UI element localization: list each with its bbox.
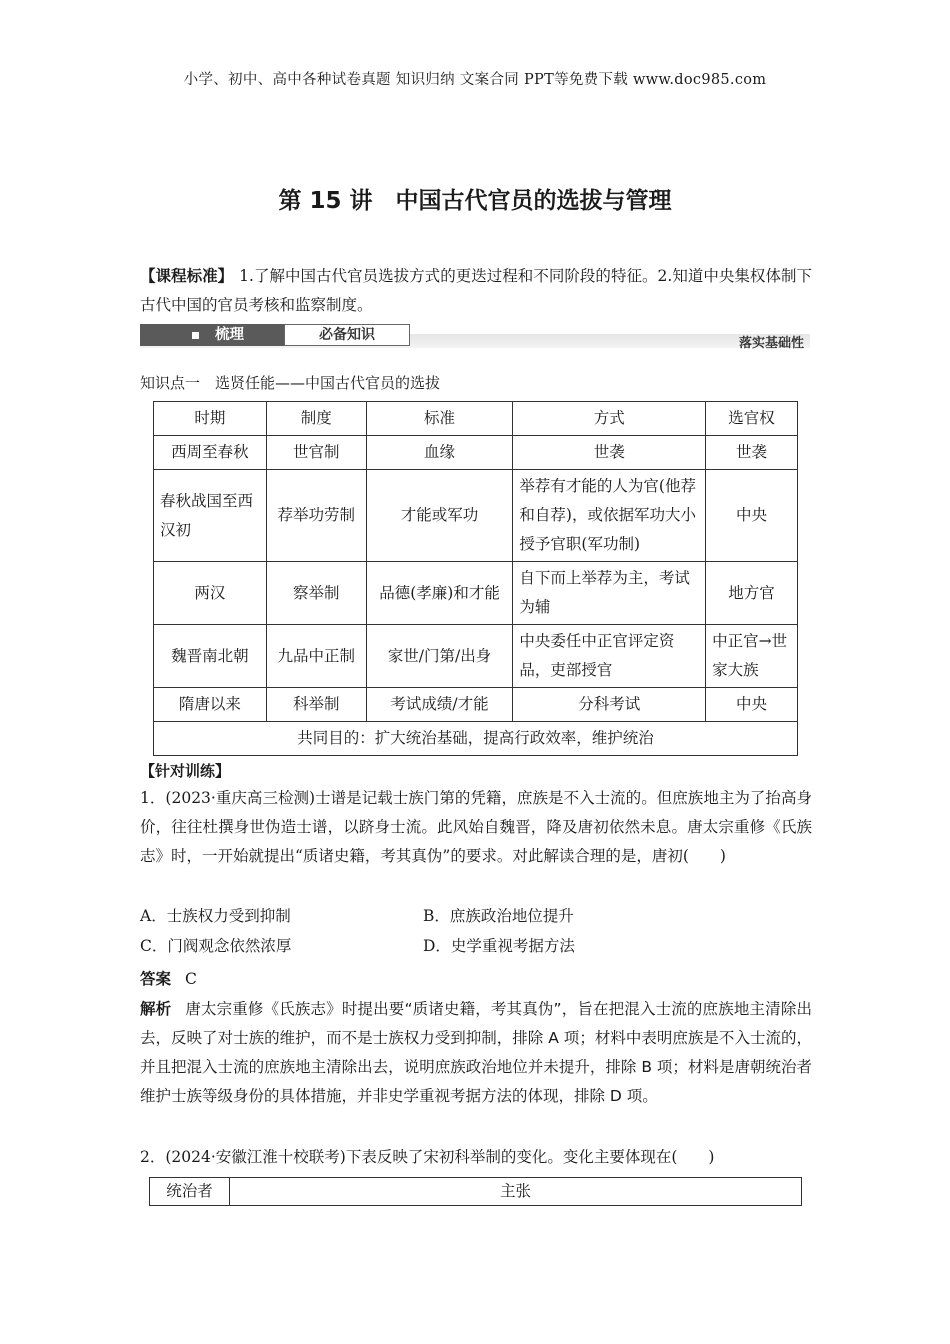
table-footer-cell: 共同目的：扩大统治基础，提高行政效率，维护统治 bbox=[154, 722, 798, 756]
answer-value: C bbox=[185, 970, 197, 988]
table-row bbox=[154, 470, 798, 562]
table-cell: 品德(孝廉)和才能 bbox=[366, 562, 513, 625]
table-cell: 春秋战国至西汉初 bbox=[154, 470, 267, 562]
table-cell: 隋唐以来 bbox=[154, 688, 267, 722]
table-header-cell: 选官权 bbox=[706, 402, 798, 436]
table-cell: 分科考试 bbox=[513, 688, 706, 722]
table-cell: 察举制 bbox=[266, 562, 366, 625]
q1-answer bbox=[140, 967, 197, 989]
q1-option-a: A．士族权力受到抑制 bbox=[140, 907, 291, 925]
question-2-stem: 2．(2024·安徽江淮十校联考)下表反映了宋初科举制的变化。变化主要体现在( ) bbox=[140, 1148, 715, 1166]
table-header-cell: 制度 bbox=[266, 402, 366, 436]
banner-dark-tab: 梳理 bbox=[140, 324, 284, 346]
square-icon bbox=[192, 332, 199, 339]
table-cell: 两汉 bbox=[154, 562, 267, 625]
q2-table bbox=[149, 1177, 802, 1206]
table-header-cell: 时期 bbox=[154, 402, 267, 436]
table-cell: 举荐有才能的人为官(他荐和自荐)，或依据军功大小授予官职(军功制) bbox=[513, 470, 706, 562]
section-banner bbox=[140, 324, 810, 351]
table-cell: 血缘 bbox=[366, 436, 513, 470]
table-cell: 魏晋南北朝 bbox=[154, 625, 267, 688]
table-header-row bbox=[150, 1178, 802, 1206]
training-heading: 【针对训练】 bbox=[140, 762, 231, 780]
table-cell: 中央委任中正官评定资品，吏部授官 bbox=[513, 625, 706, 688]
table-header-cell: 统治者 bbox=[150, 1178, 230, 1206]
selection-systems-table bbox=[153, 401, 798, 756]
table-footer-row bbox=[154, 722, 798, 756]
q1-option-b: B．庶族政治地位提升 bbox=[423, 907, 574, 925]
table-cell: 世官制 bbox=[266, 436, 366, 470]
knowledge-point-heading: 知识点一 选贤任能——中国古代官员的选拔 bbox=[140, 374, 441, 392]
curriculum-text: 1.了解中国古代官员选拔方式的更迭过程和不同阶段的特征。2.知道中央集权体制下古代中国的官员考核和监察制度。 bbox=[140, 267, 812, 314]
table-cell: 世袭 bbox=[513, 436, 706, 470]
table-cell: 科举制 bbox=[266, 688, 366, 722]
table-header-cell: 方式 bbox=[513, 402, 706, 436]
curriculum-standard bbox=[140, 262, 812, 320]
table-header-cell: 标准 bbox=[366, 402, 513, 436]
table-row bbox=[154, 436, 798, 470]
table-cell: 世袭 bbox=[706, 436, 798, 470]
curriculum-label: 【课程标准】 bbox=[140, 267, 234, 285]
table-cell: 地方官 bbox=[706, 562, 798, 625]
table-cell: 中正官→世家大族 bbox=[706, 625, 798, 688]
q1-analysis bbox=[140, 995, 812, 1111]
table-cell: 西周至春秋 bbox=[154, 436, 267, 470]
table-cell: 才能或军功 bbox=[366, 470, 513, 562]
table-cell: 九品中正制 bbox=[266, 625, 366, 688]
table-cell: 自下而上举荐为主，考试为辅 bbox=[513, 562, 706, 625]
table-cell: 荐举功劳制 bbox=[266, 470, 366, 562]
table-row bbox=[154, 625, 798, 688]
analysis-label: 解析 bbox=[140, 1000, 172, 1018]
table-header-row bbox=[154, 402, 798, 436]
question-1-stem: 1．(2023·重庆高三检测)士谱是记载士族门第的凭籍，庶族是不入士流的。但庶族地主为了抬高身价，往往杜撰身世伪造士谱，以跻身士流。此风始自魏晋，降及唐初依然未息。唐太宗重修《氏族志》时，一开始就提出“质诸史籍，考其真伪”的要求。对此解读合理的是，唐初( ) bbox=[140, 789, 812, 865]
analysis-text: 唐太宗重修《氏族志》时提出要“质诸史籍，考其真伪”，旨在把混入士流的庶族地主清除出去，反映了对士族的维护，而不是士族权力受到抑制，排除 A 项；材料中表明庶族是不入士流的，并且把混入士流的庶族地主清除出去，说明庶族政治地位并未提升，排除 B 项；材料是唐朝统治者维护士族等级身份的具体措施，并非史学重视考据方法的体现，排除 D 项。 bbox=[140, 1000, 812, 1105]
q1-option-c: C．门阀观念依然浓厚 bbox=[140, 937, 292, 955]
lesson-title: 第 15 讲 中国古代官员的选拔与管理 bbox=[278, 188, 672, 214]
table-row bbox=[154, 688, 798, 722]
answer-label: 答案 bbox=[140, 970, 172, 988]
table-row bbox=[154, 562, 798, 625]
banner-right-label: 落实基础性 bbox=[738, 336, 804, 351]
table-cell: 中央 bbox=[706, 688, 798, 722]
page-header: 小学、初中、高中各种试卷真题 知识归纳 文案合同 PPT等免费下载 www.doc985.com bbox=[183, 72, 767, 88]
table-header-cell: 主张 bbox=[230, 1178, 802, 1206]
table-cell: 家世/门第/出身 bbox=[366, 625, 513, 688]
table-cell: 考试成绩/才能 bbox=[366, 688, 513, 722]
table-cell: 中央 bbox=[706, 470, 798, 562]
banner-light-tab: 必备知识 bbox=[284, 324, 410, 346]
q1-option-d: D．史学重视考据方法 bbox=[423, 937, 575, 955]
